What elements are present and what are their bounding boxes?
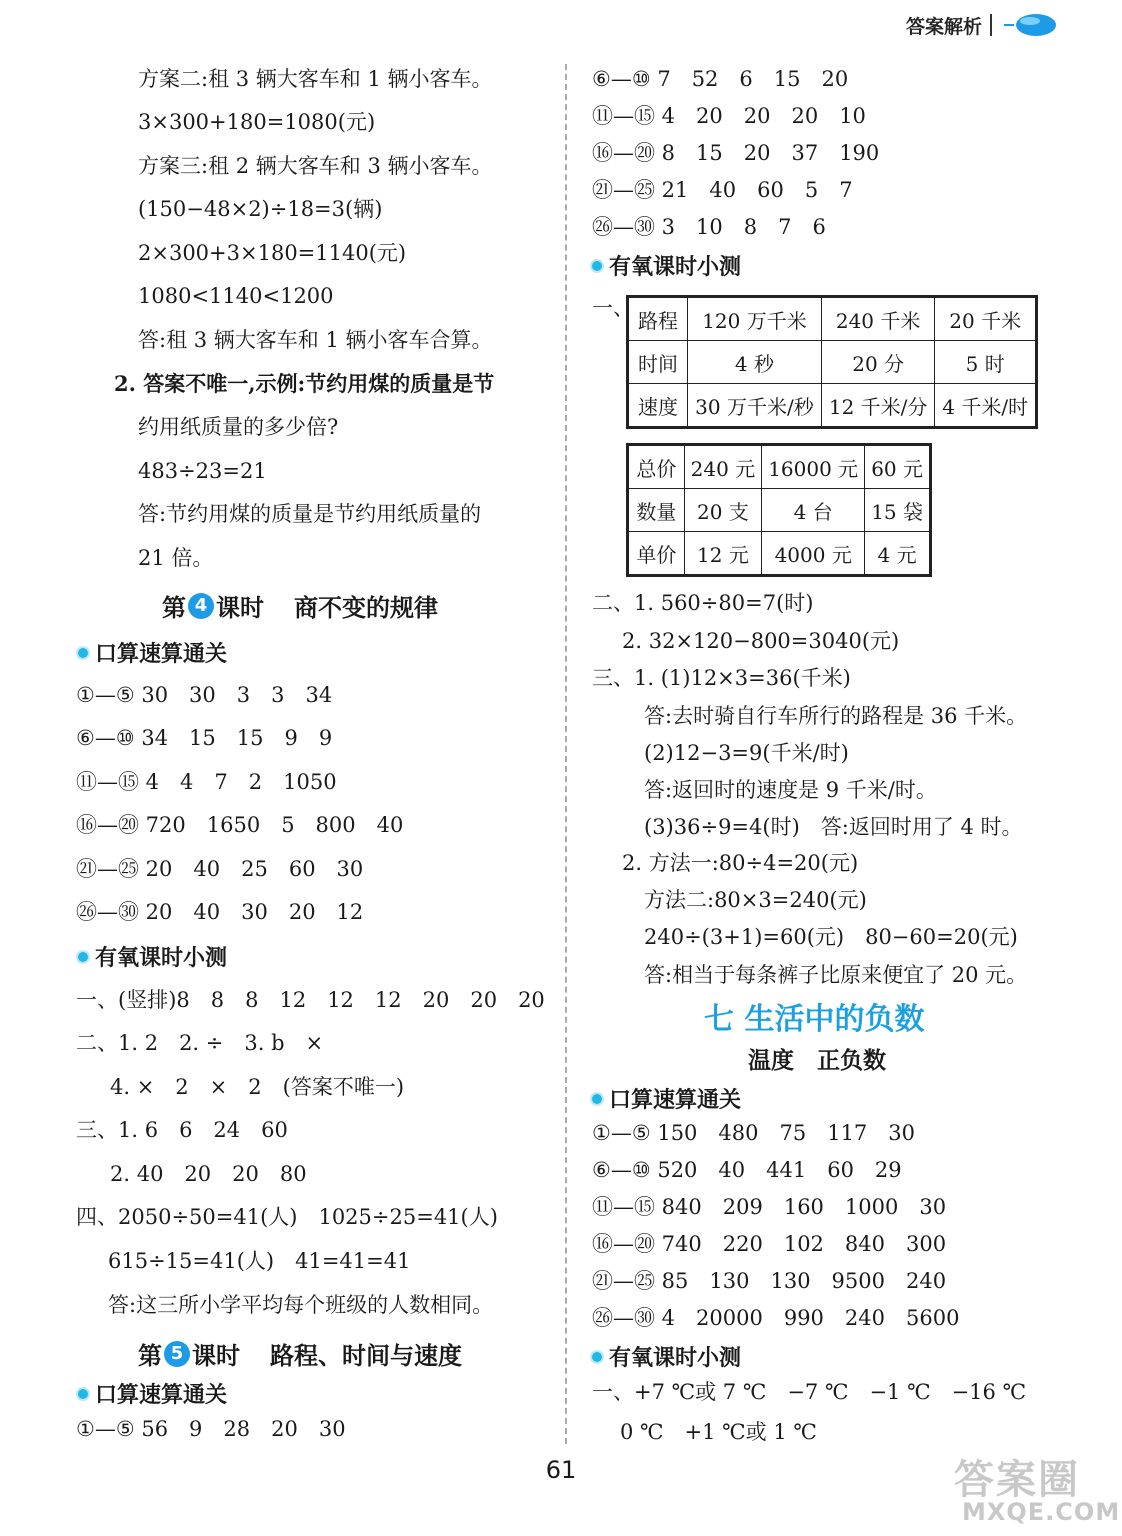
oral-row: ①—⑤ 150 480 75 117 30 bbox=[592, 1121, 916, 1145]
oral-row: ①—⑤ 30 30 3 3 34 bbox=[76, 683, 333, 707]
table-row bbox=[628, 445, 931, 489]
quiz-section-heading bbox=[590, 250, 741, 281]
table-cell: 20 分 bbox=[821, 341, 935, 384]
answer-line: 方法二:80×3=240(元) bbox=[644, 888, 867, 912]
lesson-4-title bbox=[162, 588, 438, 623]
watermark-text: 答案圈 bbox=[954, 1457, 1080, 1503]
question-number: 一、 bbox=[592, 296, 634, 320]
answer-line: 答:返回时的速度是 9 千米/时。 bbox=[644, 778, 937, 802]
table-cell: 速度 bbox=[628, 384, 688, 428]
left-line-9: 约用纸质量的多少倍? bbox=[138, 415, 339, 439]
price-table bbox=[626, 443, 932, 577]
table-cell: 16000 元 bbox=[762, 445, 865, 489]
table-cell: 30 万千米/秒 bbox=[688, 384, 822, 428]
table-cell: 数量 bbox=[628, 489, 685, 532]
answer-line: 240÷(3+1)=60(元) 80−60=20(元) bbox=[644, 925, 1018, 949]
answer-line: (2)12−3=9(千米/时) bbox=[644, 741, 849, 765]
bullet-dot-icon bbox=[590, 259, 604, 273]
oral-row: ⑯—⑳ 720 1650 5 800 40 bbox=[76, 813, 404, 837]
oral-row: ⑥—⑩ 7 52 6 15 20 bbox=[592, 67, 849, 91]
left-line-4: (150−48×2)÷18=3(辆) bbox=[138, 197, 383, 221]
lesson-name: 路程、时间与速度 bbox=[270, 1342, 462, 1370]
lesson-suffix: 课时 bbox=[192, 1342, 240, 1370]
table-cell: 12 千米/分 bbox=[821, 384, 935, 428]
oral-row: ⑯—⑳ 740 220 102 840 300 bbox=[592, 1232, 947, 1256]
page-header bbox=[906, 8, 1062, 42]
oral-row: ㉑—㉕ 20 40 25 60 30 bbox=[76, 857, 364, 881]
left-line-10: 483÷23=21 bbox=[138, 459, 267, 483]
oral-row: ⑪—⑮ 840 209 160 1000 30 bbox=[592, 1195, 947, 1219]
oral-section-heading bbox=[590, 1083, 741, 1114]
table-cell: 5 时 bbox=[935, 341, 1037, 384]
bullet-dot-icon bbox=[590, 1350, 604, 1364]
quiz-line: 二、1. 2 2. ÷ 3. b × bbox=[76, 1031, 324, 1055]
quiz-line: 2. 40 20 20 80 bbox=[110, 1162, 307, 1186]
lesson-prefix: 第 bbox=[162, 594, 186, 622]
table-cell: 4 千米/时 bbox=[935, 384, 1037, 428]
column-divider bbox=[565, 64, 567, 1444]
quiz-line: 615÷15=41(人) 41=41=41 bbox=[108, 1249, 411, 1273]
page-number: 61 bbox=[545, 1456, 577, 1484]
quiz-line: 四、2050÷50=41(人) 1025÷25=41(人) bbox=[76, 1205, 498, 1229]
lesson-number-badge: 5 bbox=[164, 1341, 190, 1367]
quiz-line: 4. × 2 × 2 (答案不唯一) bbox=[110, 1075, 405, 1099]
table-cell: 240 元 bbox=[684, 445, 762, 489]
watermark-url: MXQE.COM bbox=[962, 1498, 1121, 1526]
table-cell: 路程 bbox=[628, 297, 688, 341]
left-line-6: 1080<1140<1200 bbox=[138, 284, 334, 308]
oral-row: ①—⑤ 56 9 28 20 30 bbox=[76, 1417, 346, 1441]
section-label: 口算速算通关 bbox=[609, 1088, 742, 1113]
oral-row: ⑪—⑮ 4 4 7 2 1050 bbox=[76, 770, 337, 794]
quiz-line: 一、+7 ℃或 7 ℃ −7 ℃ −1 ℃ −16 ℃ bbox=[592, 1380, 1027, 1404]
speed-table bbox=[626, 295, 1038, 429]
header-arrow-icon bbox=[1000, 11, 1062, 39]
header-separator bbox=[990, 14, 992, 36]
section-label: 口算速算通关 bbox=[95, 1383, 228, 1408]
quiz-section-heading bbox=[76, 941, 227, 972]
unit-subtitle: 温度 正负数 bbox=[748, 1048, 886, 1074]
table-row bbox=[628, 489, 931, 532]
table-cell: 4000 元 bbox=[762, 532, 865, 576]
quiz-line: 三、1. 6 6 24 60 bbox=[76, 1118, 288, 1142]
oral-row: ㉖—㉚ 20 40 30 20 12 bbox=[76, 900, 364, 924]
section-label: 有氧课时小测 bbox=[95, 946, 228, 971]
unit-title: 七 生活中的负数 bbox=[704, 1002, 925, 1037]
left-line-2: 3×300+180=1080(元) bbox=[138, 110, 376, 134]
left-line-11: 答:节约用煤的质量是节约用纸质量的 bbox=[138, 502, 482, 526]
answer-line: 三、1. (1)12×3=36(千米) bbox=[592, 666, 851, 690]
table-cell: 时间 bbox=[628, 341, 688, 384]
bullet-dot-icon bbox=[590, 1092, 604, 1106]
table-row bbox=[628, 384, 1037, 428]
section-label: 口算速算通关 bbox=[95, 642, 228, 667]
table-cell: 15 袋 bbox=[865, 489, 931, 532]
oral-section-heading bbox=[76, 1378, 227, 1409]
table-cell: 12 元 bbox=[684, 532, 762, 576]
lesson-name: 商不变的规律 bbox=[294, 594, 438, 622]
oral-row: ㉖—㉚ 3 10 8 7 6 bbox=[592, 215, 826, 239]
section-label: 有氧课时小测 bbox=[609, 1346, 742, 1371]
answer-line: 2. 方法一:80÷4=20(元) bbox=[622, 851, 859, 875]
section-label: 有氧课时小测 bbox=[609, 255, 742, 280]
table-row bbox=[628, 297, 1037, 341]
answer-line: 二、1. 560÷80=7(时) bbox=[592, 591, 814, 615]
quiz-section-heading bbox=[590, 1341, 741, 1372]
answer-line: 答:去时骑自行车所行的路程是 36 千米。 bbox=[644, 704, 1028, 728]
left-line-7: 答:租 3 辆大客车和 1 辆小客车合算。 bbox=[138, 328, 493, 352]
oral-row: ㉑—㉕ 85 130 130 9500 240 bbox=[592, 1269, 947, 1293]
table-cell: 240 千米 bbox=[821, 297, 935, 341]
quiz-line: 0 ℃ +1 ℃或 1 ℃ bbox=[620, 1420, 817, 1444]
left-line-1: 方案二:租 3 辆大客车和 1 辆小客车。 bbox=[138, 67, 493, 91]
table-cell: 120 万千米 bbox=[688, 297, 822, 341]
table-row bbox=[628, 532, 931, 576]
quiz-line: 一、(竖排)8 8 8 12 12 12 20 20 20 bbox=[76, 988, 545, 1012]
table-row bbox=[628, 341, 1037, 384]
table-cell: 20 支 bbox=[684, 489, 762, 532]
table-cell: 20 千米 bbox=[935, 297, 1037, 341]
header-label: 答案解析 bbox=[905, 15, 982, 38]
left-line-5: 2×300+3×180=1140(元) bbox=[138, 241, 407, 265]
left-line-3: 方案三:租 2 辆大客车和 3 辆小客车。 bbox=[138, 154, 493, 178]
bullet-dot-icon bbox=[76, 950, 90, 964]
table-cell: 4 元 bbox=[865, 532, 931, 576]
lesson-suffix: 课时 bbox=[216, 594, 264, 622]
table-cell: 总价 bbox=[628, 445, 685, 489]
quiz-line: 答:这三所小学平均每个班级的人数相同。 bbox=[108, 1293, 494, 1317]
lesson-5-title bbox=[138, 1336, 462, 1371]
watermark-logo bbox=[944, 1448, 1121, 1532]
left-line-12: 21 倍。 bbox=[138, 546, 214, 570]
oral-row: ⑯—⑳ 8 15 20 37 190 bbox=[592, 141, 880, 165]
lesson-number-badge: 4 bbox=[188, 593, 214, 619]
oral-row: ⑥—⑩ 34 15 15 9 9 bbox=[76, 726, 333, 750]
table-cell: 4 台 bbox=[762, 489, 865, 532]
bullet-dot-icon bbox=[76, 1387, 90, 1401]
oral-row: ⑥—⑩ 520 40 441 60 29 bbox=[592, 1158, 902, 1182]
answer-line: 2. 32×120−800=3040(元) bbox=[622, 629, 900, 653]
table-cell: 4 秒 bbox=[688, 341, 822, 384]
table-cell: 60 元 bbox=[865, 445, 931, 489]
oral-row: ⑪—⑮ 4 20 20 20 10 bbox=[592, 104, 866, 128]
oral-section-heading bbox=[76, 637, 227, 668]
table-cell: 单价 bbox=[628, 532, 685, 576]
bullet-dot-icon bbox=[76, 646, 90, 660]
answer-line: 答:相当于每条裤子比原来便宜了 20 元。 bbox=[644, 963, 1028, 987]
answer-line: (3)36÷9=4(时) 答:返回时用了 4 时。 bbox=[644, 815, 1023, 839]
oral-row: ㉖—㉚ 4 20000 990 240 5600 bbox=[592, 1306, 960, 1330]
lesson-prefix: 第 bbox=[138, 1342, 162, 1370]
oral-row: ㉑—㉕ 21 40 60 5 7 bbox=[592, 178, 853, 202]
left-line-8: 2. 答案不唯一,示例:节约用煤的质量是节 bbox=[114, 371, 495, 396]
